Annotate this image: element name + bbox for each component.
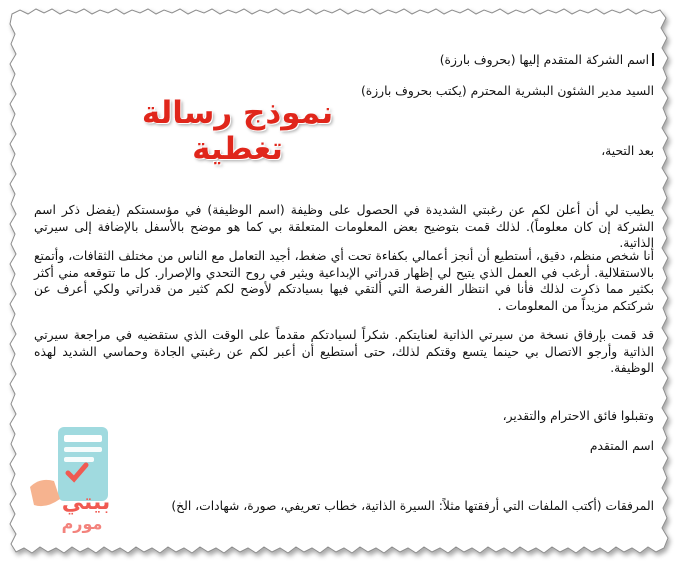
attachments-line: المرفقات (أكتب الملفات التي أرفقتها مثلاً: السيرة الذاتية، خطاب تعريفي، صورة، شهادات، الخ) bbox=[171, 499, 654, 513]
paragraph-attachment-note: قد قمت بإرفاق نسخة من سيرتي الذاتية لعنايتكم. شكراً لسيادتكم مقدماً على الوقت الذي ستقضيه في مراجعة سيرتي الذاتية وأرجو الاتصال بي حينما يتسع وقتكم لذلك، حتى أستطيع أن أعبر لكم عن رغبتي الجادة وحماسي الشديد لهذه الوظيفة. bbox=[34, 328, 654, 375]
text-cursor bbox=[652, 53, 654, 66]
manager-line: السيد مدير الشئون البشرية المحترم (يكتب بحروف بارزة) bbox=[360, 84, 654, 98]
site-logo bbox=[24, 425, 116, 535]
applicant-name: اسم المتقدم bbox=[589, 439, 654, 453]
company-name-line bbox=[440, 52, 654, 69]
page-title: نموذج رسالة تغطية bbox=[141, 95, 334, 167]
closing: وتقبلوا فائق الاحترام والتقدير، bbox=[502, 409, 654, 423]
logo-text-bottom: مورم bbox=[61, 514, 103, 533]
greeting: بعد التحية، bbox=[601, 144, 654, 158]
company-name-text: اسم الشركة المتقدم إليها (بحروف بارزة) bbox=[439, 53, 649, 67]
paragraph-qualities: أنا شخص منظم، دقيق، أستطيع أن أنجز أعمالي بكفاءة تحت أي ضغط، أجيد التعامل مع الناس من مختلف الثقافات، وأتمتع بالاستقلالية. أرغب في العمل الذي يتيح لي إظهار قدراتي الإبداعية ويثير في روح التحدي والإصرار. كل ما تتوقعه مني أكثر بكثير مما ذكرت لذلك فأنا في انتظار الفرصة التي ألتقي فيها بسيادتكم لأوضح لكم كثير من قدراتي ولكي أعرف عن شركتكم مزيداً من المعلومات . bbox=[34, 249, 654, 313]
logo-hand-icon bbox=[30, 480, 60, 506]
paragraph-intro: يطيب لي أن أعلن لكم عن رغبتي الشديدة في الحصول على وظيفة (اسم الوظيفة) في مؤسستكم (يفضل ذكر اسم الشركة إن كان معلوماً). لذلك قمت بتوضيح بعض المعلومات المتعلقة بي كما هو موضح بالأسفل بالإضافة إلى سيرتي الذاتية. bbox=[34, 203, 654, 250]
logo-text-top: بيتي bbox=[61, 490, 111, 515]
